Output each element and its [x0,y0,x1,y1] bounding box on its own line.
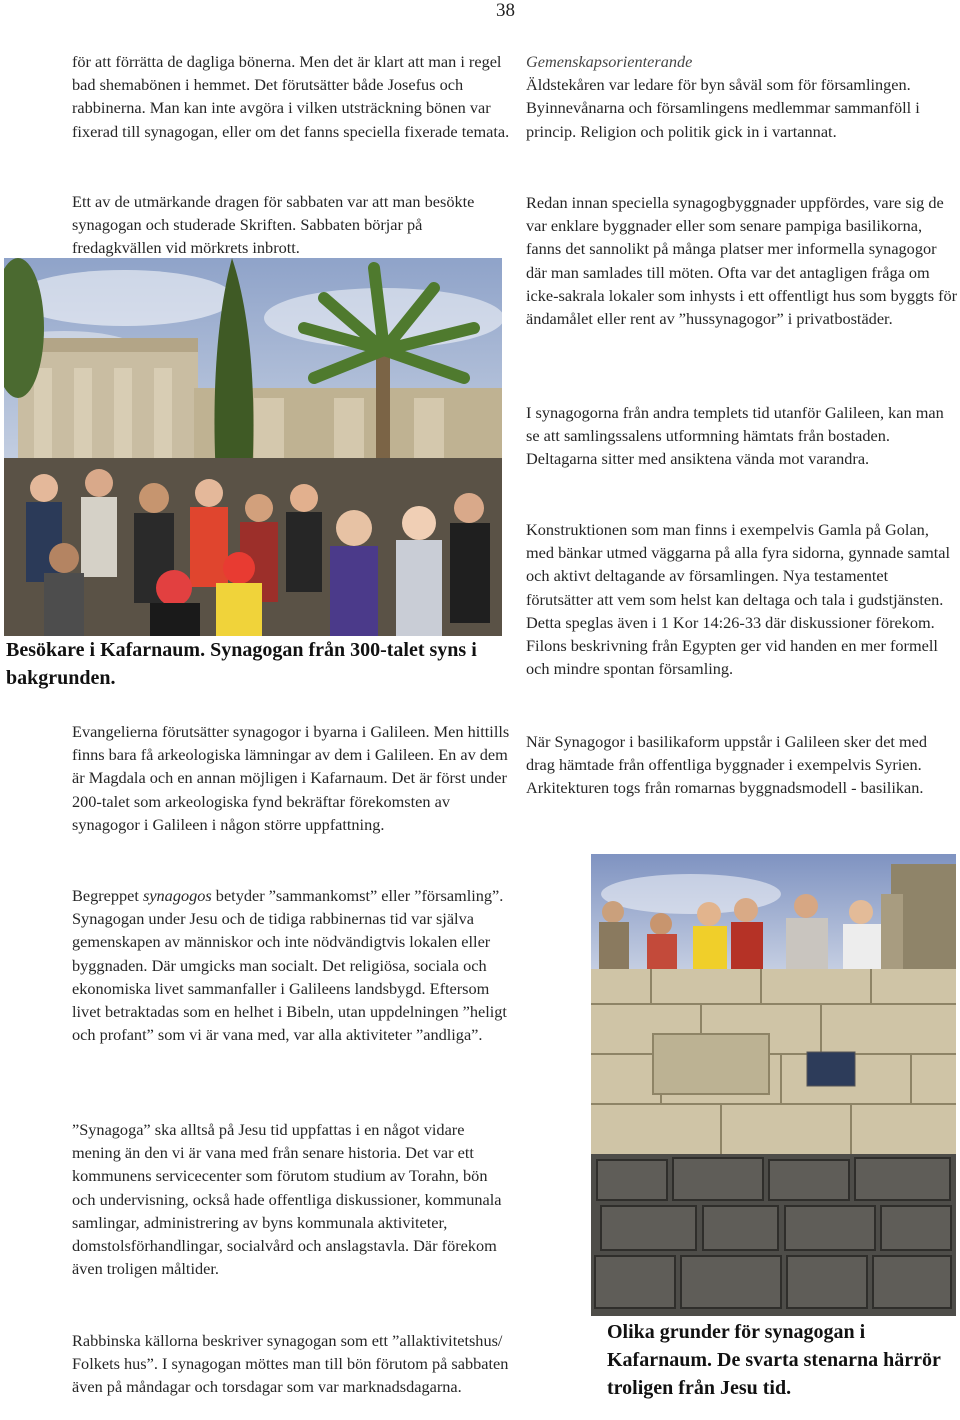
paragraph-synagogos-term: Begreppet synagogos betyder ”sammankomst” eller ”församling”. Synagogan under Jesu och de tidiga rabbinernas tid var själva gemenskapen av människor och inte nödvändigtvis lokalen eller byggnaden. Där umgicks man socialt. Det religiösa, sociala och ekonomiska livet sammanfaller i Galileens landsbygd. Eftersom livet betraktadas som en helhet i Bibeln, utan uppdelningen ”heligt och profant” som vi är vana med, var alla aktiviteter ”andliga”. [72,886,507,1045]
paragraph-prayer: för att förrätta de dagliga bönerna. Men det är klart att man i regel bad shemabönen i hemmet. Det förutsätter både Josefus och rabbinerna. Man kan inte avgöra i vilken utsträckning bönen var fixerad till synagogan, eller om det fanns speciella fixerade temata. [72,52,510,141]
paragraph-second-temple: I synagogorna från andra templets tid utanför Galileen, kan man se att samlingssalens utformning hämtats från bostaden. Deltagarna sitter med ansiktena vända mot varandra. [526,403,944,469]
paragraph-gospels: Evangelierna förutsätter synagogor i byarna i Galileen. Men hittills finns bara få arkeologiska lämningar av dem i Galileen. En av dem är Magdala och en annan möjligen i Kafarnaum. Det är först under 200-talet som arkeologiska fynd bekräftar förekomsten av synagogor i Galileen i någon större uppfattning. [72,722,510,834]
page-number: 38 [496,0,515,21]
paragraph-sabbath: Ett av de utmärkande dragen för sabbaten var att man besökte synagogan och studerade Skriften. Sabbaten börjar på fredagkvällen vid mörkrets inbrott. [72,192,475,258]
term-synagogos: synagogos [142,886,212,905]
photo-visitors-kafarnaum [4,258,502,636]
photo-caption-foundations: Olika grunder för synagogan i Kafarnaum. De svarta stenarna härrör troligen från Jesu tid. [607,1321,941,1399]
paragraph-synagoga-meaning: ”Synagoga” ska alltså på Jesu tid uppfattas i en något vidare mening än den vi är vana med från senare historia. Det var ett kommunens servicecenter som förutom studium av Torahn, bön och undervisning, också hade offentliga diskussioner, kommunala samlingar, administrering av byns kommunala aktiviteter, domstolsförhandlingar, socialvård och anslagstavla. Där förekom även troligen måltider. [72,1120,502,1279]
paragraph-informal-synagogues: Redan innan speciella synagogbyggnader uppfördes, vare sig de var enklare byggnader eller som senare pampiga basilikorna, fanns det sannolikt på många platser mer informella synagogor där man samlades till möten. Ofta var det antagligen fråga om icke-sakrala lokaler som inhysts i ett offentligt hus som byggts för ändamålet eller rent av ”hussynagogor” i privatbostäder. [526,193,958,329]
section-community [526,50,958,143]
paragraph-basilica: När Synagogor i basilikaform uppstår i Galileen sker det med drag hämtade från offentliga byggnader i exempelvis Syrien. Arkitekturen togs från romarnas byggnadsmodell - basilikan. [526,732,928,798]
photo-caption-visitors: Besökare i Kafarnaum. Synagogan från 300-talet syns i bakgrunden. [6,639,477,689]
paragraph-elders: Äldstekåren var ledare för byn såväl som för församlingen. Byinnevånarna och församlingens medlemmar sammanföll i princip. Religion och politik gick in i vartannat. [526,75,920,141]
subheading-community: Gemenskapsorienterande [526,52,693,71]
paragraph-rabbinic-sources: Rabbinska källorna beskriver synagogan som ett ”allaktivitetshus/ Folkets hus”. I synagogan möttes man till bön förutom på sabbaten även på måndagar och torsdagar som var marknadsdagarna. [72,1331,509,1397]
paragraph-gamla: Konstruktionen som man finns i exempelvis Gamla på Golan, med bänkar utmed väggarna på alla fyra sidorna, gynnade samtal och aktivt deltagande av församlingen. Nya testamentet förutsätter att vem som helst kan deltaga och tala i gudstjänsten. Detta speglas även i 1 Kor 14:26-33 där diskussioner förekom. Filons beskrivning från Egypten ger vid handen en mer formell och mindre spontan församling. [526,520,951,679]
photo-synagogue-foundations [591,854,956,1316]
